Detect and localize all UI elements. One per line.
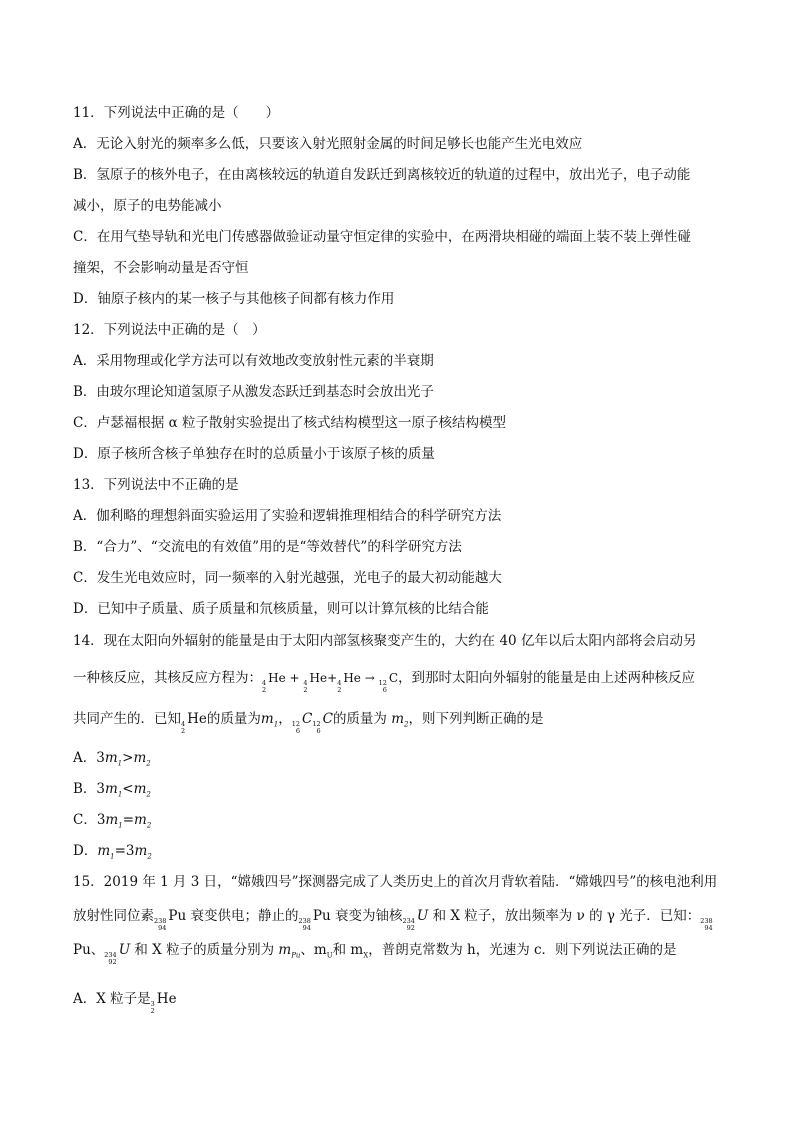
q12-option-b: B．由玻尔理论知道氢原子从激发态跃迁到基态时会放出光子 <box>73 384 434 400</box>
m1-symbol: $m_1$ <box>260 711 279 729</box>
q14-line3-text-d: ，则下列判断正确的是 <box>408 711 544 727</box>
q14-line2-text-a: 一种核反应，其核反应方程为： <box>73 670 262 686</box>
q11-option-a: A．无论入射光的频率多么低，只要该入射光照射金属的时间足够长也能产生光电效应 <box>73 136 583 152</box>
q14-option-b: B．$3m_1<m_2$ <box>73 781 151 799</box>
q13-option-b: B．“合力”、“交流电的有效值”用的是“等效替代”的科学研究方法 <box>73 539 462 555</box>
q12-option-a: A．采用物理或化学方法可以有效地改变放射性元素的半衰期 <box>73 353 434 369</box>
q15-line1: 15．2019 年 1 月 3 日，“嫦娥四号”探测器完成了人类历史上的首次月背软着陆．“嫦娥四号”的核电池利用 <box>73 874 718 890</box>
q13-option-a: A．伽利略的理想斜面实验运用了实验和逻辑推理相结合的科学研究方法 <box>73 508 502 524</box>
q15-line3-text-c: 和 X 粒子的质量分别为 <box>130 942 279 958</box>
q15-line2: 放射性同位素 238 94 Pu 衰变供电；静止的 238 94 Pu 衰变为铀核 234 92 U 和 X 粒子，放出频率为 ν 的 γ 光子．已知： 238 94 <box>73 908 713 932</box>
q11-option-b-line2: 减小，原子的电势能减小 <box>73 198 222 214</box>
q14-option-a: A．$3m_1>m_2$ <box>73 750 151 768</box>
c-symbol: C <box>388 671 399 685</box>
q11-option-c-line2: 撞架，不会影响动量是否守恒 <box>73 260 249 276</box>
q11-option-d: D．铀原子核内的某一核子与其他核子间都有核力作用 <box>73 291 395 307</box>
q14-option-d: D．$m_1=3m_2$ <box>73 843 152 861</box>
q14-line3: 共同产生的．已知 4 2 He的质量为$m_1$， 12 6 C 12 6 C的质量为 $m_2$，则下列判断正确的是 <box>73 711 544 735</box>
q14-line1: 14．现在太阳向外辐射的能量是由于太阳内部氢核聚变产生的，大约在 40 亿年以后太阳内部将会启动另 <box>73 633 697 649</box>
q15-line2-text-a: 放射性同位素 <box>73 908 154 924</box>
c-symbol-italic: C <box>301 711 313 727</box>
q13-option-c: C．发生光电效应时，同一频率的入射光越强，光电子的最大初动能越大 <box>73 570 502 586</box>
m2-symbol: $m_2$ <box>391 711 409 729</box>
q12-option-d: D．原子核所含核子单独存在时的总质量小于该原子核的质量 <box>73 446 435 462</box>
q13-stem: 13．下列说法中不正确的是 <box>73 477 239 493</box>
q14-line3-text-c: 的质量为 <box>332 711 387 727</box>
q15-line2-text-e: 和 X 粒子，放出频率为 ν 的 γ 光子．已知： <box>428 908 701 924</box>
q11-stem: 11．下列说法中正确的是（ ） <box>73 105 280 121</box>
q11-option-b-line1: B．氢原子的核外电子，在由离核较远的轨道自发跃迁到离核较近的轨道的过程中，放出光子，电子动能 <box>73 167 691 183</box>
q14-line2 <box>73 669 695 694</box>
nuclear-equation: 4 2 He + 4 2 He+ 4 2 He → 12 6 C <box>262 671 399 694</box>
he-symbol-1: He <box>268 671 286 685</box>
q12-stem: 12．下列说法中正确的是（ ） <box>73 322 266 338</box>
q11-option-c-line1: C．在用气垫导轨和光电门传感器做验证动量守恒定律的实验中，在两滑块相碰的端面上装不装上弹性碰 <box>73 229 691 245</box>
q14-line2-text-b: ，到那时太阳向外辐射的能量是由上述两种核反应 <box>398 670 696 686</box>
he-symbol-5: He <box>156 991 177 1007</box>
c-symbol-italic-2: C <box>322 711 333 727</box>
q15-option-a: A．X 粒子是 3 2 He <box>73 991 177 1015</box>
he-symbol-4: He <box>187 711 207 727</box>
q14-option-c: C．$3m_1=m_2$ <box>73 812 152 830</box>
q14-line3-text-a: 共同产生的．已知 <box>73 711 181 727</box>
q15-line2-text-b: Pu 衰变供电；静止的 <box>168 908 299 924</box>
q15-line2-text-c: Pu 衰变为铀核 <box>312 908 403 924</box>
u-symbol-2: U <box>118 942 131 958</box>
q15-line3: Pu、 234 92 U 和 X 粒子的质量分别为 $m_{Pu}$、$m_U$和 $m_X$，普朗克常数为 h，光速为 c．则下列说法正确的是 <box>73 942 677 966</box>
q13-option-d: D．已知中子质量、质子质量和氘核质量，则可以计算氘核的比结合能 <box>73 601 489 617</box>
he-symbol-2: He <box>309 671 328 685</box>
q15-line3-text-a: Pu、 <box>73 942 105 958</box>
q15-line3-text-j: ，普朗克常数为 h，光速为 c．则下列说法正确的是 <box>368 942 677 958</box>
u-symbol: U <box>416 908 429 924</box>
q12-option-c: C．卢瑟福根据 α 粒子散射实验提出了核式结构模型这一原子核结构模型 <box>73 415 507 431</box>
he-symbol-3: He <box>343 671 361 685</box>
q14-line3-text-b: 的质量为 <box>206 711 261 727</box>
